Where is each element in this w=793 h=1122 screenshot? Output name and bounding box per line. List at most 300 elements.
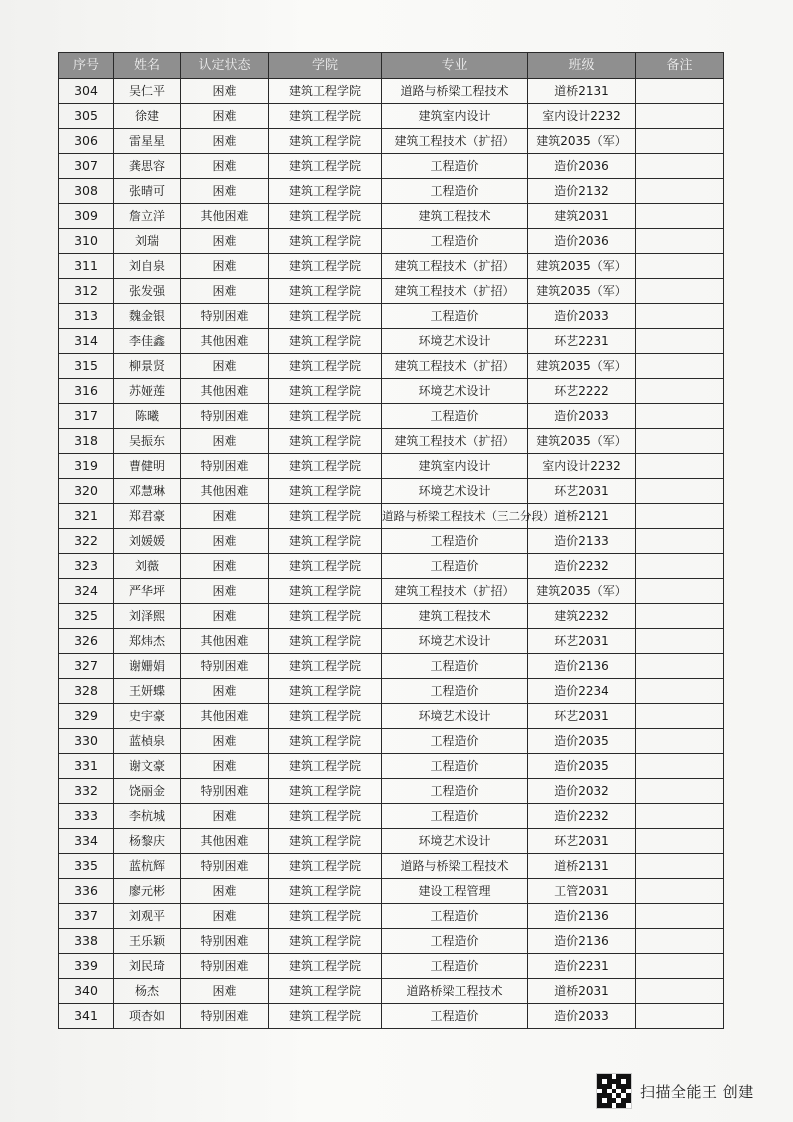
cell-remark bbox=[636, 854, 724, 879]
cell-class: 工管2031 bbox=[528, 879, 636, 904]
cell-number: 305 bbox=[59, 104, 114, 129]
cell-major: 工程造价 bbox=[382, 754, 528, 779]
cell-status: 困难 bbox=[181, 554, 269, 579]
cell-remark bbox=[636, 704, 724, 729]
cell-class: 建筑2035（军） bbox=[528, 354, 636, 379]
cell-status: 困难 bbox=[181, 354, 269, 379]
cell-remark bbox=[636, 979, 724, 1004]
table-row bbox=[59, 129, 724, 154]
table-row bbox=[59, 504, 724, 529]
cell-major: 工程造价 bbox=[382, 804, 528, 829]
table-row bbox=[59, 404, 724, 429]
cell-remark bbox=[636, 679, 724, 704]
cell-college: 建筑工程学院 bbox=[269, 104, 382, 129]
cell-status: 特别困难 bbox=[181, 654, 269, 679]
cell-name: 谢姗娟 bbox=[114, 654, 181, 679]
cell-name: 詹立洋 bbox=[114, 204, 181, 229]
cell-major: 工程造价 bbox=[382, 179, 528, 204]
cell-class: 道桥2131 bbox=[528, 854, 636, 879]
cell-status: 困难 bbox=[181, 229, 269, 254]
table-row bbox=[59, 779, 724, 804]
cell-college: 建筑工程学院 bbox=[269, 629, 382, 654]
cell-class: 环艺2031 bbox=[528, 479, 636, 504]
cell-major: 环境艺术设计 bbox=[382, 704, 528, 729]
cell-remark bbox=[636, 204, 724, 229]
cell-number: 323 bbox=[59, 554, 114, 579]
cell-status: 困难 bbox=[181, 754, 269, 779]
header-cell: 班级 bbox=[528, 53, 636, 79]
cell-name: 张发强 bbox=[114, 279, 181, 304]
cell-class: 造价2035 bbox=[528, 754, 636, 779]
cell-number: 309 bbox=[59, 204, 114, 229]
cell-college: 建筑工程学院 bbox=[269, 1004, 382, 1029]
cell-status: 困难 bbox=[181, 279, 269, 304]
cell-status: 其他困难 bbox=[181, 829, 269, 854]
cell-college: 建筑工程学院 bbox=[269, 579, 382, 604]
cell-class: 造价2033 bbox=[528, 404, 636, 429]
cell-major: 建设工程管理 bbox=[382, 879, 528, 904]
cell-status: 困难 bbox=[181, 129, 269, 154]
cell-major: 工程造价 bbox=[382, 154, 528, 179]
cell-college: 建筑工程学院 bbox=[269, 129, 382, 154]
table-row bbox=[59, 379, 724, 404]
cell-number: 332 bbox=[59, 779, 114, 804]
cell-name: 项杏如 bbox=[114, 1004, 181, 1029]
cell-status: 困难 bbox=[181, 729, 269, 754]
cell-major: 工程造价 bbox=[382, 654, 528, 679]
cell-name: 郑炜杰 bbox=[114, 629, 181, 654]
cell-major: 环境艺术设计 bbox=[382, 829, 528, 854]
cell-number: 318 bbox=[59, 429, 114, 454]
table-row bbox=[59, 254, 724, 279]
cell-remark bbox=[636, 104, 724, 129]
cell-class: 建筑2232 bbox=[528, 604, 636, 629]
cell-remark bbox=[636, 254, 724, 279]
cell-remark bbox=[636, 929, 724, 954]
cell-status: 困难 bbox=[181, 104, 269, 129]
cell-number: 331 bbox=[59, 754, 114, 779]
cell-class: 环艺2031 bbox=[528, 629, 636, 654]
cell-status: 困难 bbox=[181, 79, 269, 104]
cell-status: 特别困难 bbox=[181, 779, 269, 804]
cell-status: 困难 bbox=[181, 579, 269, 604]
cell-college: 建筑工程学院 bbox=[269, 354, 382, 379]
cell-status: 其他困难 bbox=[181, 629, 269, 654]
cell-major: 道路与桥梁工程技术 bbox=[382, 79, 528, 104]
cell-number: 335 bbox=[59, 854, 114, 879]
cell-name: 刘薇 bbox=[114, 554, 181, 579]
qr-code-icon bbox=[596, 1073, 632, 1109]
cell-status: 困难 bbox=[181, 529, 269, 554]
cell-number: 333 bbox=[59, 804, 114, 829]
cell-name: 王妍蝶 bbox=[114, 679, 181, 704]
cell-remark bbox=[636, 579, 724, 604]
cell-college: 建筑工程学院 bbox=[269, 929, 382, 954]
cell-name: 邓慧琳 bbox=[114, 479, 181, 504]
cell-major: 道路与桥梁工程技术 bbox=[382, 854, 528, 879]
cell-remark bbox=[636, 304, 724, 329]
cell-number: 306 bbox=[59, 129, 114, 154]
cell-status: 困难 bbox=[181, 804, 269, 829]
cell-class: 环艺2031 bbox=[528, 829, 636, 854]
cell-status: 困难 bbox=[181, 879, 269, 904]
cell-name: 严华坪 bbox=[114, 579, 181, 604]
cell-major: 环境艺术设计 bbox=[382, 329, 528, 354]
cell-class: 造价2232 bbox=[528, 554, 636, 579]
cell-name: 史宇豪 bbox=[114, 704, 181, 729]
cell-college: 建筑工程学院 bbox=[269, 904, 382, 929]
cell-college: 建筑工程学院 bbox=[269, 779, 382, 804]
cell-status: 困难 bbox=[181, 254, 269, 279]
header-cell: 专业 bbox=[382, 53, 528, 79]
cell-major: 工程造价 bbox=[382, 1004, 528, 1029]
cell-remark bbox=[636, 79, 724, 104]
cell-name: 郑君豪 bbox=[114, 504, 181, 529]
cell-status: 困难 bbox=[181, 504, 269, 529]
cell-major: 建筑工程技术 bbox=[382, 604, 528, 629]
cell-remark bbox=[636, 454, 724, 479]
cell-college: 建筑工程学院 bbox=[269, 979, 382, 1004]
cell-name: 刘民琦 bbox=[114, 954, 181, 979]
cell-name: 徐建 bbox=[114, 104, 181, 129]
header-cell: 学院 bbox=[269, 53, 382, 79]
cell-class: 室内设计2232 bbox=[528, 104, 636, 129]
cell-class: 建筑2035（军） bbox=[528, 254, 636, 279]
table-row bbox=[59, 954, 724, 979]
cell-class: 造价2132 bbox=[528, 179, 636, 204]
cell-college: 建筑工程学院 bbox=[269, 604, 382, 629]
cell-status: 困难 bbox=[181, 679, 269, 704]
cell-remark bbox=[636, 179, 724, 204]
cell-major: 建筑工程技术（扩招） bbox=[382, 254, 528, 279]
cell-major: 建筑工程技术（扩招） bbox=[382, 354, 528, 379]
cell-major: 工程造价 bbox=[382, 779, 528, 804]
cell-remark bbox=[636, 379, 724, 404]
cell-name: 曹健明 bbox=[114, 454, 181, 479]
cell-name: 刘泽熙 bbox=[114, 604, 181, 629]
cell-major: 建筑工程技术（扩招） bbox=[382, 279, 528, 304]
cell-college: 建筑工程学院 bbox=[269, 754, 382, 779]
cell-major: 工程造价 bbox=[382, 529, 528, 554]
cell-class: 建筑2035（军） bbox=[528, 429, 636, 454]
cell-class: 造价2036 bbox=[528, 229, 636, 254]
cell-major: 道路桥梁工程技术 bbox=[382, 979, 528, 1004]
cell-college: 建筑工程学院 bbox=[269, 804, 382, 829]
cell-remark bbox=[636, 804, 724, 829]
cell-number: 322 bbox=[59, 529, 114, 554]
cell-remark bbox=[636, 504, 724, 529]
cell-college: 建筑工程学院 bbox=[269, 854, 382, 879]
cell-college: 建筑工程学院 bbox=[269, 954, 382, 979]
cell-college: 建筑工程学院 bbox=[269, 379, 382, 404]
table-row bbox=[59, 204, 724, 229]
table-row bbox=[59, 1004, 724, 1029]
header-cell: 认定状态 bbox=[181, 53, 269, 79]
cell-college: 建筑工程学院 bbox=[269, 729, 382, 754]
cell-major: 工程造价 bbox=[382, 229, 528, 254]
cell-college: 建筑工程学院 bbox=[269, 79, 382, 104]
cell-college: 建筑工程学院 bbox=[269, 229, 382, 254]
table-row bbox=[59, 604, 724, 629]
cell-major: 工程造价 bbox=[382, 404, 528, 429]
cell-number: 307 bbox=[59, 154, 114, 179]
cell-class: 建筑2035（军） bbox=[528, 129, 636, 154]
cell-number: 311 bbox=[59, 254, 114, 279]
cell-class: 造价2035 bbox=[528, 729, 636, 754]
cell-name: 刘媛媛 bbox=[114, 529, 181, 554]
cell-remark bbox=[636, 1004, 724, 1029]
cell-class: 道桥2131 bbox=[528, 79, 636, 104]
table-row bbox=[59, 354, 724, 379]
cell-number: 330 bbox=[59, 729, 114, 754]
cell-number: 334 bbox=[59, 829, 114, 854]
cell-remark bbox=[636, 904, 724, 929]
table-row bbox=[59, 304, 724, 329]
table-row bbox=[59, 904, 724, 929]
cell-number: 314 bbox=[59, 329, 114, 354]
cell-major: 道路与桥梁工程技术（三二分段） bbox=[382, 504, 528, 529]
table-row bbox=[59, 279, 724, 304]
cell-major: 环境艺术设计 bbox=[382, 629, 528, 654]
cell-number: 329 bbox=[59, 704, 114, 729]
cell-remark bbox=[636, 879, 724, 904]
cell-college: 建筑工程学院 bbox=[269, 204, 382, 229]
cell-name: 杨黎庆 bbox=[114, 829, 181, 854]
header-cell: 备注 bbox=[636, 53, 724, 79]
cell-number: 315 bbox=[59, 354, 114, 379]
table-row bbox=[59, 829, 724, 854]
cell-name: 刘瑞 bbox=[114, 229, 181, 254]
cell-status: 其他困难 bbox=[181, 204, 269, 229]
header-cell: 姓名 bbox=[114, 53, 181, 79]
scanner-watermark bbox=[596, 1073, 754, 1109]
cell-remark bbox=[636, 654, 724, 679]
cell-class: 建筑2031 bbox=[528, 204, 636, 229]
cell-major: 环境艺术设计 bbox=[382, 479, 528, 504]
cell-status: 特别困难 bbox=[181, 854, 269, 879]
cell-class: 环艺2031 bbox=[528, 704, 636, 729]
cell-remark bbox=[636, 329, 724, 354]
cell-class: 造价2136 bbox=[528, 929, 636, 954]
cell-name: 吴仁平 bbox=[114, 79, 181, 104]
cell-status: 困难 bbox=[181, 154, 269, 179]
table-row bbox=[59, 854, 724, 879]
table-row bbox=[59, 179, 724, 204]
cell-number: 317 bbox=[59, 404, 114, 429]
cell-number: 338 bbox=[59, 929, 114, 954]
cell-college: 建筑工程学院 bbox=[269, 529, 382, 554]
cell-college: 建筑工程学院 bbox=[269, 504, 382, 529]
cell-name: 廖元彬 bbox=[114, 879, 181, 904]
cell-class: 环艺2222 bbox=[528, 379, 636, 404]
cell-class: 造价2133 bbox=[528, 529, 636, 554]
cell-remark bbox=[636, 354, 724, 379]
table-row bbox=[59, 529, 724, 554]
cell-remark bbox=[636, 754, 724, 779]
brand-text: 扫描全能王 创建 bbox=[640, 1082, 754, 1101]
cell-college: 建筑工程学院 bbox=[269, 179, 382, 204]
table-row bbox=[59, 629, 724, 654]
cell-major: 建筑工程技术 bbox=[382, 204, 528, 229]
cell-number: 313 bbox=[59, 304, 114, 329]
table-row bbox=[59, 229, 724, 254]
cell-class: 室内设计2232 bbox=[528, 454, 636, 479]
table-row bbox=[59, 579, 724, 604]
cell-remark bbox=[636, 529, 724, 554]
table-row bbox=[59, 729, 724, 754]
cell-name: 杨杰 bbox=[114, 979, 181, 1004]
cell-remark bbox=[636, 729, 724, 754]
cell-status: 其他困难 bbox=[181, 379, 269, 404]
cell-class: 造价2231 bbox=[528, 954, 636, 979]
table-row bbox=[59, 704, 724, 729]
cell-name: 蓝楨泉 bbox=[114, 729, 181, 754]
table-row bbox=[59, 479, 724, 504]
cell-name: 谢文豪 bbox=[114, 754, 181, 779]
cell-major: 工程造价 bbox=[382, 904, 528, 929]
cell-class: 造价2232 bbox=[528, 804, 636, 829]
table-row bbox=[59, 454, 724, 479]
table-row bbox=[59, 79, 724, 104]
student-roster-table bbox=[58, 52, 724, 1029]
table-row bbox=[59, 679, 724, 704]
table-row bbox=[59, 879, 724, 904]
cell-name: 刘观平 bbox=[114, 904, 181, 929]
cell-remark bbox=[636, 429, 724, 454]
cell-status: 特别困难 bbox=[181, 454, 269, 479]
cell-college: 建筑工程学院 bbox=[269, 329, 382, 354]
cell-major: 建筑工程技术（扩招） bbox=[382, 129, 528, 154]
cell-college: 建筑工程学院 bbox=[269, 254, 382, 279]
cell-number: 336 bbox=[59, 879, 114, 904]
table-row bbox=[59, 154, 724, 179]
cell-class: 建筑2035（军） bbox=[528, 579, 636, 604]
cell-class: 建筑2035（军） bbox=[528, 279, 636, 304]
cell-college: 建筑工程学院 bbox=[269, 829, 382, 854]
cell-name: 饶丽金 bbox=[114, 779, 181, 804]
cell-number: 308 bbox=[59, 179, 114, 204]
cell-college: 建筑工程学院 bbox=[269, 154, 382, 179]
cell-remark bbox=[636, 829, 724, 854]
cell-major: 建筑室内设计 bbox=[382, 104, 528, 129]
cell-college: 建筑工程学院 bbox=[269, 554, 382, 579]
cell-status: 其他困难 bbox=[181, 329, 269, 354]
cell-name: 魏金银 bbox=[114, 304, 181, 329]
table-row bbox=[59, 554, 724, 579]
header-cell: 序号 bbox=[59, 53, 114, 79]
cell-remark bbox=[636, 479, 724, 504]
cell-college: 建筑工程学院 bbox=[269, 679, 382, 704]
table-row bbox=[59, 929, 724, 954]
cell-class: 造价2033 bbox=[528, 1004, 636, 1029]
cell-number: 304 bbox=[59, 79, 114, 104]
cell-remark bbox=[636, 229, 724, 254]
cell-class: 环艺2231 bbox=[528, 329, 636, 354]
table-body bbox=[59, 79, 724, 1029]
cell-name: 张晴可 bbox=[114, 179, 181, 204]
cell-remark bbox=[636, 554, 724, 579]
cell-status: 困难 bbox=[181, 429, 269, 454]
cell-number: 316 bbox=[59, 379, 114, 404]
table-row bbox=[59, 804, 724, 829]
cell-class: 造价2234 bbox=[528, 679, 636, 704]
cell-number: 327 bbox=[59, 654, 114, 679]
cell-class: 造价2136 bbox=[528, 904, 636, 929]
cell-college: 建筑工程学院 bbox=[269, 704, 382, 729]
cell-status: 特别困难 bbox=[181, 404, 269, 429]
cell-class: 道桥2121 bbox=[528, 504, 636, 529]
cell-class: 造价2036 bbox=[528, 154, 636, 179]
cell-college: 建筑工程学院 bbox=[269, 404, 382, 429]
cell-college: 建筑工程学院 bbox=[269, 479, 382, 504]
cell-number: 320 bbox=[59, 479, 114, 504]
cell-college: 建筑工程学院 bbox=[269, 454, 382, 479]
cell-number: 339 bbox=[59, 954, 114, 979]
cell-status: 特别困难 bbox=[181, 304, 269, 329]
cell-status: 特别困难 bbox=[181, 1004, 269, 1029]
cell-college: 建筑工程学院 bbox=[269, 429, 382, 454]
cell-number: 326 bbox=[59, 629, 114, 654]
cell-class: 造价2033 bbox=[528, 304, 636, 329]
cell-name: 柳景贤 bbox=[114, 354, 181, 379]
cell-class: 造价2136 bbox=[528, 654, 636, 679]
cell-status: 困难 bbox=[181, 179, 269, 204]
cell-number: 340 bbox=[59, 979, 114, 1004]
cell-name: 刘自泉 bbox=[114, 254, 181, 279]
cell-name: 苏娅莲 bbox=[114, 379, 181, 404]
cell-status: 特别困难 bbox=[181, 954, 269, 979]
cell-remark bbox=[636, 604, 724, 629]
cell-status: 其他困难 bbox=[181, 479, 269, 504]
cell-name: 李佳鑫 bbox=[114, 329, 181, 354]
cell-name: 龚思容 bbox=[114, 154, 181, 179]
cell-major: 工程造价 bbox=[382, 929, 528, 954]
table-row bbox=[59, 104, 724, 129]
cell-name: 王乐颖 bbox=[114, 929, 181, 954]
cell-number: 321 bbox=[59, 504, 114, 529]
cell-name: 李杭城 bbox=[114, 804, 181, 829]
cell-remark bbox=[636, 129, 724, 154]
cell-college: 建筑工程学院 bbox=[269, 279, 382, 304]
table-row bbox=[59, 329, 724, 354]
cell-status: 困难 bbox=[181, 904, 269, 929]
cell-number: 312 bbox=[59, 279, 114, 304]
cell-major: 建筑工程技术（扩招） bbox=[382, 429, 528, 454]
cell-number: 325 bbox=[59, 604, 114, 629]
cell-remark bbox=[636, 154, 724, 179]
cell-college: 建筑工程学院 bbox=[269, 304, 382, 329]
cell-college: 建筑工程学院 bbox=[269, 879, 382, 904]
table-row bbox=[59, 754, 724, 779]
cell-major: 建筑工程技术（扩招） bbox=[382, 579, 528, 604]
cell-status: 困难 bbox=[181, 604, 269, 629]
cell-number: 324 bbox=[59, 579, 114, 604]
cell-class: 道桥2031 bbox=[528, 979, 636, 1004]
cell-remark bbox=[636, 954, 724, 979]
cell-remark bbox=[636, 279, 724, 304]
cell-status: 其他困难 bbox=[181, 704, 269, 729]
cell-number: 310 bbox=[59, 229, 114, 254]
table-row bbox=[59, 979, 724, 1004]
cell-class: 造价2032 bbox=[528, 779, 636, 804]
cell-major: 工程造价 bbox=[382, 954, 528, 979]
cell-number: 337 bbox=[59, 904, 114, 929]
cell-status: 困难 bbox=[181, 979, 269, 1004]
cell-major: 工程造价 bbox=[382, 554, 528, 579]
cell-major: 工程造价 bbox=[382, 679, 528, 704]
cell-name: 雷星星 bbox=[114, 129, 181, 154]
table-header-row bbox=[59, 53, 724, 79]
